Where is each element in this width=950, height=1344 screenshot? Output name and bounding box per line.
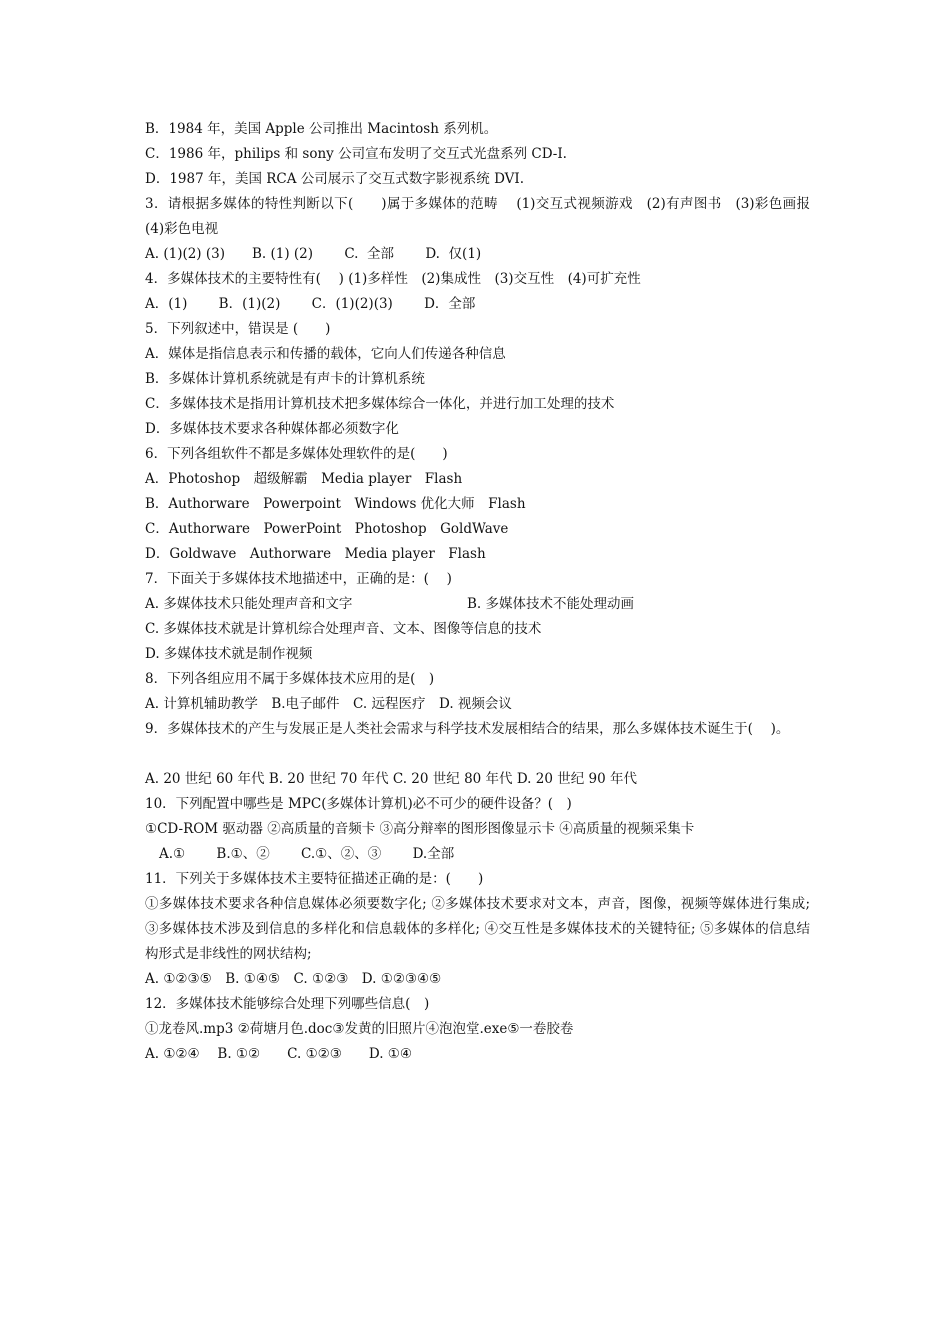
question-11: 11．下列关于多媒体技术主要特征描述正确的是：( ) [145,871,484,887]
question-10-items: ①CD-ROM 驱动器 ②高质量的音频卡 ③高分辩率的图形图像显示卡 ④高质量的视频采集卡 [145,821,695,837]
question-12-items: ①龙卷风.mp3 ②荷塘月色.doc③发黄的旧照片④泡泡堂.exe⑤一卷胶卷 [145,1021,574,1037]
question-7-option-a: A. 多媒体技术只能处理声音和文字 [145,596,353,612]
question-5-option-a: A．媒体是指信息表示和传播的载体，它向人们传递各种信息 [145,346,506,362]
question-5-option-d: D．多媒体技术要求各种媒体都必须数字化 [145,421,399,437]
question-5: 5．下列叙述中，错误是 ( ) [145,321,331,337]
question-12-options: A. ①②④ B. ①② C. ①②③ D. ①④ [145,1046,413,1062]
question-7-option-b: B. 多媒体技术不能处理动画 [467,596,635,612]
question-6-option-c: C．Authorware PowerPoint Photoshop GoldWave [145,521,509,537]
question-6: 6．下列各组软件不都是多媒体处理软件的是( ) [145,446,448,462]
question-7-options-ab [145,592,810,617]
question-11-statements: ①多媒体技术要求各种信息媒体必须要数字化; ②多媒体技术要求对文本，声音，图像，视频等媒体进行集成; ③多媒体技术涉及到信息的多样化和信息载体的多样化; ④交互性是多媒体技术的关键特征; ⑤多媒体的信息结构形式是非线性的网状结构; [145,896,810,962]
document-page [145,117,824,1067]
question-3: 3．请根据多媒体的特性判断以下( )属于多媒体的范畴 (1)交互式视频游戏 (2)有声图书 (3)彩色画报 (4)彩色电视 [145,196,824,237]
option-d-1987: D．1987 年，美国 RCA 公司展示了交互式数字影视系统 DVI. [145,171,525,187]
question-11-options: A. ①②③⑤ B. ①④⑤ C. ①②③ D. ①②③④⑤ [145,971,442,987]
option-b-1984: B．1984 年，美国 Apple 公司推出 Macintosh 系列机。 [145,121,498,137]
question-3-options: A. (1)(2) (3) B. (1) (2) C. 全部 D. 仅(1) [145,246,482,262]
question-9: 9．多媒体技术的产生与发展正是人类社会需求与科学技术发展相结合的结果，那么多媒体技术诞生于( )。 [145,721,790,737]
question-6-option-d: D．Goldwave Authorware Media player Flash [145,546,486,562]
question-4-options: A．(1) B．(1)(2) C．(1)(2)(3) D．全部 [145,296,476,312]
question-7: 7．下面关于多媒体技术地描述中，正确的是：( ) [145,571,452,587]
question-7-option-d: D. 多媒体技术就是制作视频 [145,646,313,662]
question-8-options: A. 计算机辅助教学 B.电子邮件 C. 远程医疗 D. 视频会议 [145,696,512,712]
question-8: 8．下列各组应用不属于多媒体技术应用的是( ) [145,671,435,687]
question-9-options: A. 20 世纪 60 年代 B. 20 世纪 70 年代 C. 20 世纪 80 年代 D. 20 世纪 90 年代 [145,771,637,787]
question-7-option-c: C. 多媒体技术就是计算机综合处理声音、文本、图像等信息的技术 [145,621,542,637]
question-10: 10．下列配置中哪些是 MPC(多媒体计算机)必不可少的硬件设备？( ) [145,796,572,812]
question-6-option-a: A．Photoshop 超级解霸 Media player Flash [145,471,463,487]
question-12: 12．多媒体技术能够综合处理下列哪些信息( ) [145,996,430,1012]
option-c-1986: C．1986 年，philips 和 sony 公司宣布发明了交互式光盘系列 CD-I. [145,146,567,162]
question-6-option-b: B．Authorware Powerpoint Windows 优化大师 Flash [145,496,526,512]
question-10-options: A.① B.①、② C.①、②、③ D.全部 [159,846,455,862]
question-5-option-b: B．多媒体计算机系统就是有声卡的计算机系统 [145,371,425,387]
question-4: 4．多媒体技术的主要特性有( ) (1)多样性 (2)集成性 (3)交互性 (4)可扩充性 [145,271,641,287]
question-5-option-c: C．多媒体技术是指用计算机技术把多媒体综合一体化，并进行加工处理的技术 [145,396,615,412]
